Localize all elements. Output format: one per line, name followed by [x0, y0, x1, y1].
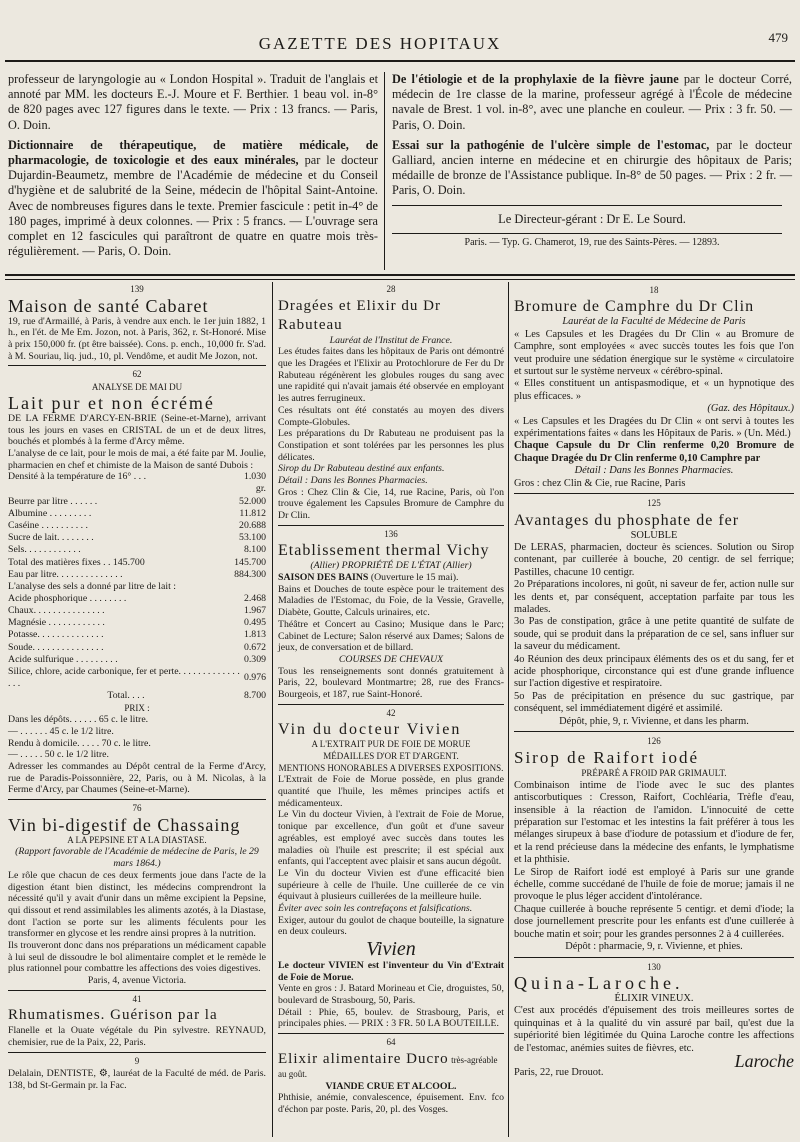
- ad-body: L'Extrait de Foie de Morue possède, en plus grande quantité que l'huile, les mêmes principes actifs et médicamenteux.: [278, 774, 504, 809]
- top-column-divider: [384, 72, 385, 270]
- table-row: Sucre de lait. . . . . . . . 53.100: [8, 532, 266, 544]
- running-head: GAZETTE DES HOPITAUX: [258, 34, 502, 53]
- ad-body: Le rôle que chacun de ces deux ferments joue dans l'acte de la digestion étant bien distinct, les médecins comprendront la nécessité qu'il y avait d'unir dans un même excipient la Pepsine, qui dissout et rend assimilables les aliments azotés, à la Diastase, dont l'action se porte sur les aliments féculents pour les transformer en glycose et les rendre ainsi propres à la nutrition.: [8, 869, 266, 940]
- prix-line: — . . . . . . 45 c. le 1/2 litre.: [8, 725, 114, 737]
- ads-top-rule: [5, 274, 795, 276]
- top-right-column: [392, 72, 792, 248]
- ad-body: Bains et Douches de toute espèce pour le traitement des Maladies de l'Estomac, du Foie, de la Vessie, Gravelle, Diabète, Goutte, Calculs urinaires, etc.: [278, 583, 504, 619]
- ad-body: Adresser les commandes au Dépôt central de la Ferme d'Arcy, rue de Paradis-Poissonnière, 22, Paris, ou à M. Nicolas, à la Ferme d'Arcy, par Chaumes (Seine-et-Marne).: [8, 761, 266, 796]
- ad-title: Lait pur et non écrémé: [8, 392, 215, 413]
- book-notice-laryngology: professeur de laryngologie au « London Hospital ». Traduit de l'anglais et annoté par MM. les docteurs E.-J. Moure et F. Berthier. 1 beau vol. in-8° de 820 pages avec 127 figures dans le texte. — Prix : 13 francs. — Paris, O. Doin.: [8, 72, 378, 132]
- ad-number: 9: [134, 1055, 140, 1066]
- gerant-rule: [392, 205, 782, 206]
- ad-body: Vente en gros : J. Batard Morineau et Cie, droguistes, 50, boulevard de Strasbourg, 50, Paris.: [278, 983, 504, 1007]
- ad-subtitle: Lauréat de l'Institut de France.: [329, 334, 453, 346]
- ad-address: Paris, 4, avenue Victoria.: [87, 975, 187, 987]
- table-row: Silice, chlore, acide carbonique, fer et perte. . . . . . . . . . . . . . . . 0.976: [8, 665, 266, 690]
- ad-number: 139: [130, 284, 144, 294]
- ad-expo: MENTIONS HONORABLES A DIVERSES EXPOSITIONS.: [278, 762, 504, 773]
- dictionary-body: par le docteur Dujardin-Beaumetz, membre de l'Académie de médecine et du Conseil d'hygiène et de salubrité de la Seine, médecin de l'hôpital Saint-Antoine. Avec de nombreuses figures dans le texte. Premier fascicule : petit in-4° de 180 pages, imprimé à deux colonnes. — Prix : 5 francs. — L'ouvrage sera complet en 12 fascicules qui paraîtront de quatre en quatre mois très-régulièrement. — Paris, O. Doin.: [8, 153, 378, 259]
- table-row: Caséine . . . . . . . . . . 20.688: [8, 520, 266, 532]
- ad-title: Vin du docteur Vivien: [278, 721, 462, 739]
- ad-maison-cabaret: [8, 297, 266, 363]
- vichy-ouverture: (Ouverture le 15 mai).: [370, 572, 459, 584]
- ad-medals: MÉDAILLES D'OR ET D'ARGENT.: [323, 751, 459, 761]
- ad-number: 64: [386, 1037, 396, 1048]
- ad-body: Combinaison intime de l'iode avec le suc des plantes antiscorbutiques : Cresson, Raifort, Cochléaria, Trèfle d'eau, insensible à la réaction de l'amidon. L'innocuité de cette préparation sur l'estomac et les intestins la fait préférer à tous les mélanges sirupeux à base d'iodure de potassium et d'iodure de fer, et la rend précieuse dans la médecine des enfants, le lymphatisme et la phthisie.: [514, 779, 794, 866]
- table-row: Acide phosphorique . . . . . . . . 2.468: [8, 592, 266, 604]
- ad-body: Éviter avec soin les contrefaçons et falsifications.: [278, 902, 473, 914]
- ad-rabuteau: [278, 297, 504, 522]
- value: 1.030: [243, 471, 266, 483]
- table-row: Potasse. . . . . . . . . . . . . . 1.813: [8, 629, 266, 641]
- ad-bromure-clin: [514, 297, 794, 490]
- list-item: 3o Pas de constipation, grâce à une petite quantité de sulfate de soude, qui se produit dans la préparation de ce sel, sans influer sur la saveur du médicament.: [514, 616, 794, 653]
- ad-body: Le Vin du docteur Vivien est d'une efficacité bien supérieure à celle de l'huile. Une cuillerée de ce vin équivaut à plusieurs cuillerées de la meilleure huile.: [278, 867, 504, 903]
- ad-citation: (Gaz. des Hôpitaux.): [707, 403, 794, 415]
- ad-rhumatismes: [8, 1006, 266, 1048]
- ad-body: Détail : Phie, 65, boulev. de Strasbourg, Paris, et principales phies. — PRIX : 3 FR. 50 LA BOUTEILLE.: [278, 1006, 504, 1030]
- ad-number: 76: [132, 803, 142, 814]
- ad-body: Phthisie, anémie, convalescence, épuisement. Env. fco d'échon par poste. Paris, 20, pl. des Vosges.: [278, 1092, 504, 1115]
- ad-delalain: Delalain, DENTISTE, ⚙, lauréat de la Faculté de méd. de Paris. 138, bd St-Germain pr. la Fac.: [8, 1068, 266, 1092]
- ulcere-body: par le docteur Galliard, ancien interne en médecine et en chirurgie des hôpitaux de Paris; médaille de bronze de l'Assistance publique. In-8° de 50 pages. — Prix : 2 fr. — Paris, O. Doin.: [392, 137, 792, 198]
- fievre-title: De l'étiologie et de la prophylaxie de la fièvre jaune: [392, 72, 679, 86]
- ad-body: Ils trouveront donc dans nos préparations un médicament capable à lui seul de dissoudre le bol alimentaire complet et le remède le plus rationnel pour combattre les affections des voies digestives.: [8, 939, 266, 975]
- ad-body: Détail : Dans les Bonnes Pharmacies.: [278, 474, 428, 486]
- ad-body: Les préparations du Dr Rabuteau ne produisent pas la Constipation et sont tolérées par les personnes les plus délicates.: [278, 428, 504, 463]
- ad-title: Dragées et Elixir du Dr Rabuteau: [278, 297, 441, 333]
- ad-subtitle: ÉLIXIR VINEUX.: [614, 992, 694, 1004]
- ad-body: Théâtre et Concert au Casino; Musique dans le Parc; Cabinet de Lecture; Salon réservé aux Dames; Salons de jeux, de conversation et de billard.: [278, 618, 504, 654]
- ad-subtitle: A L'EXTRAIT PUR DE FOIE DE MORUE: [311, 739, 471, 750]
- salts-table: [8, 593, 266, 703]
- ad-title: Rhumatismes. Guérison par la: [8, 1007, 218, 1024]
- ad-body: 19, rue d'Armaillé, à Paris, à vendre aux ench. le 1er juin 1882, 1 h., en l'ét. de Me Em. Jozon, not. à Paris, 362, r. St-Honoré. Mise à prix 150,000 fr. (pt être baissée). Cons. p. ench., 10,000 fr. S'ad. à M. Souriau, liq. jud., 10, pl. Vendôme, et audit Me Jozon, not.: [8, 315, 266, 362]
- ad-body: Sirop du Dr Rabuteau destiné aux enfants.: [278, 463, 445, 475]
- ad-body: De LERAS, pharmacien, docteur ès sciences. Solution ou Sirop contenant, par cuillerée à bouche, 20 centigr. de sel ferrique; Pastilles, chacune 10 centigr.: [514, 541, 794, 578]
- page-number: 479: [768, 30, 788, 45]
- ad-body: « Les Capsules et les Dragées du Dr Clin « ont servi à toutes les expérimentations faites « dans les Hôpitaux de Paris. » (Un. Méd.): [514, 415, 794, 440]
- ad-title: Etablissement thermal Vichy: [278, 542, 490, 560]
- ad-title: Maison de santé Cabaret: [8, 295, 209, 316]
- ad-title: Avantages du phosphate de fer: [514, 511, 740, 529]
- ad-subtitle: (Allier) PROPRIÉTÉ DE L'ÉTAT (Allier): [310, 560, 472, 572]
- table-row: Eau par litre. . . . . . . . . . . . . . 884.300: [8, 568, 266, 580]
- table-row: Chaux. . . . . . . . . . . . . . . 1.967: [8, 604, 266, 616]
- ad-body: Chaque Capsule du Dr Clin renferme 0,20 Bromure de Chaque Dragée du Dr Clin renferme 0,10 Camphre par: [514, 440, 794, 464]
- ad-body: Ces résultats ont été constatés au moyen des divers Compte-Globules.: [278, 404, 504, 428]
- ad-number: 136: [384, 528, 398, 539]
- list-item: 2o Préparations incolores, ni goût, ni saveur de fer, action nulle sur les dents et, par conséquent, acceptation parfaite par tous les malades.: [514, 579, 794, 615]
- vichy-saison: SAISON DES BAINS: [278, 572, 369, 584]
- ad-tag: très-agréable au goût.: [278, 1054, 498, 1079]
- signature-laroche: Laroche: [734, 1050, 794, 1071]
- ad-number: 41: [132, 993, 142, 1004]
- ad-depot: Dépôt, phie, 9, r. Vivienne, et dans les pharm.: [559, 715, 749, 727]
- dictionary-title: Dictionnaire de thérapeutique, de matière médicale, de pharmacologie, de toxicologie et des eaux minérales,: [8, 137, 378, 168]
- prix-line: Dans les dépôts. . . . . . 65 c. le litre.: [8, 714, 149, 726]
- table-row: Albumine . . . . . . . . . 11.812: [8, 507, 266, 519]
- ad-number: 18: [649, 285, 659, 295]
- ad-depot: Dépôt : pharmacie, 9, r. Vivienne, et phies.: [565, 941, 743, 953]
- ad-vichy: [278, 541, 504, 700]
- prix-line: — . . . . . 50 c. le 1/2 litre.: [8, 749, 109, 761]
- ad-detail: Détail : Dans les Bonnes Pharmacies.: [574, 465, 734, 477]
- ads-divider-1: [272, 282, 273, 1137]
- ad-body: Le Sirop de Raifort iodé est employé à Paris sur une grande échelle, comme succédané de l'huile de foie de morue; jamais il ne provoque le plus léger accident d'intolérance.: [514, 866, 794, 903]
- imprint: Paris. — Typ. G. Chamerot, 19, rue des Saints-Pères. — 12893.: [464, 236, 720, 248]
- ad-body: Le Vin du docteur Vivien, à l'extrait de Foie de Morue, tonique par excellence, d'un goût et d'une saveur agréables, est employé avec succès dans toutes les maladies où l'huile est prescrite; il est spécial aux enfants, qui l'acceptent avec plaisir et sans aucun dégoût.: [278, 809, 504, 868]
- ad-body: Exiger, autour du goulot de chaque bouteille, la signature en deux couleurs.: [278, 914, 504, 938]
- table-row: Total. . . . 8.700: [107, 690, 266, 702]
- ad-body: DE LA FERME D'ARCY-EN-BRIE (Seine-et-Marne), arrivant tous les jours en vases en CRISTAL de un et de deux litres, bouchés et plombés à la ferme d'Arcy même.: [8, 412, 266, 448]
- ad-ducro: [278, 1050, 504, 1116]
- ad-number: 126: [647, 736, 661, 746]
- analyse-head: ANALYSE DE MAI DU: [91, 382, 183, 393]
- ad-title: Sirop de Raifort iodé: [514, 748, 700, 768]
- book-notice-fievre-jaune: [392, 72, 792, 133]
- ads-top-rule-2: [5, 279, 795, 280]
- ads-column-1: [8, 283, 266, 1092]
- ad-subtitle: COURSES DE CHEVAUX: [338, 653, 444, 665]
- prix-line: Rendu à domicile. . . . . 70 c. le litre.: [8, 737, 151, 749]
- book-notice-ulcere: [392, 138, 792, 199]
- ad-body: « Elles constituent un antispasmodique, et « un hypnotique des plus efficaces. »: [514, 378, 794, 402]
- ad-number: 130: [647, 961, 661, 972]
- ad-body: « Les Capsules et les Dragées du Dr Clin « au Bromure de Camphre, sont employées « avec succès toutes les fois que l'on veut produire une sédation énergique sur le système « circulatoire et surtout sur le système nerveux « cérébro-spinal.: [514, 328, 794, 378]
- ad-vivien: [278, 720, 504, 1030]
- ad-number: 125: [647, 498, 661, 509]
- ad-title: Elixir alimentaire Ducro: [278, 1050, 449, 1067]
- list-item: 4o Réunion des deux principaux éléments des os et du sang, fer et acide phosphorique, circonstance qui est d'une grande influence sur l'action digestive et respiratoire.: [514, 653, 794, 690]
- fievre-body: par le docteur Corré, médecin de 1re classe de la marine, professeur agrégé à l'École de médecine navale de Brest. 1 vol. in-8°, avec une planche en couleur. — Prix : 3 fr. 50. — Paris, O. Doin.: [392, 72, 792, 132]
- ad-phosphate-fer: [514, 511, 794, 729]
- header-rule: [5, 60, 795, 62]
- prix-head: PRIX :: [124, 702, 150, 713]
- ad-subtitle: SOLUBLE: [630, 529, 678, 541]
- ad-number: 42: [386, 707, 396, 718]
- signature-vivien: Vivien: [366, 938, 416, 960]
- ad-report: (Rapport favorable de l'Académie de médecine de Paris, le 29 mars 1864.): [15, 846, 259, 870]
- imprint-rule: [392, 233, 782, 234]
- ad-body: L'analyse des sels a donné par litre de lait :: [8, 581, 176, 593]
- ad-title: Bromure de Camphre du Dr Clin: [514, 298, 755, 316]
- ad-body: Gros : Chez Clin & Cie, 14, rue Racine, Paris, où l'on trouve également les Capsules Bromure de Camphre du Dr Clin.: [278, 486, 504, 521]
- book-notice-dictionary: [8, 138, 378, 260]
- list-item: 5o Pas de précipitation en présence du suc gastrique, par conséquent, sel immédiatement digéré et assimilé.: [514, 690, 794, 715]
- ad-subtitle: PRÉPARÉ A FROID PAR GRIMAULT.: [581, 768, 727, 779]
- ad-body: C'est aux procédés d'épuisement des trois meilleures sortes de quinquinas et à la qualité du vin assuré par bail, qu'est due la supériorité bien légitimée du Quina Laroche contre les affections de l'estomac, anémies suites de fièvres, etc.: [514, 1005, 794, 1054]
- directeur-gerant: Le Directeur-gérant : Dr E. Le Sourd.: [498, 211, 686, 226]
- top-left-column: [8, 72, 378, 264]
- ad-vin-chassaing: [8, 816, 266, 987]
- ulcere-title: Essai sur la pathogénie de l'ulcère simple de l'estomac,: [392, 137, 710, 152]
- label: Densité à la température de 16° . . .: [8, 471, 147, 483]
- ad-address: Paris, 22, rue Drouot.: [514, 1067, 604, 1079]
- ad-title: Quina-Laroche.: [514, 972, 684, 993]
- ad-sirop-raifort: [514, 748, 794, 953]
- ad-title: Vin bi-digestif de Chassaing: [8, 814, 241, 835]
- ad-number: 28: [386, 284, 396, 294]
- ad-body: Chaque cuillerée à bouche représente 5 centigr. et demi d'iode; la dose journellement prescrite pour les enfants est d'une cuillerée à bouche matin et soir; pour les grandes personnes 2 à 4 cuillerées.: [514, 903, 794, 940]
- table-row: Total des matières fixes . . 145.700 145.700: [8, 556, 266, 568]
- ad-gros: Gros : chez Clin & Cie, rue Racine, Paris: [514, 477, 686, 489]
- table-row: Soude. . . . . . . . . . . . . . . 0.672: [8, 641, 266, 653]
- ad-body: Flanelle et la Ouate végétale du Pin sylvestre. REYNAUD, chemisier, rue de la Paix, 22, Paris.: [8, 1025, 266, 1049]
- ad-number: 62: [132, 369, 142, 380]
- unit: gr.: [255, 483, 266, 495]
- analysis-table: [8, 471, 266, 581]
- ads-column-2: [278, 283, 504, 1116]
- table-row: Sels. . . . . . . . . . . . 8.100: [8, 544, 266, 556]
- ads-column-3: [514, 283, 794, 1080]
- ad-subtitle: A LA PEPSINE ET A LA DIASTASE.: [67, 834, 207, 845]
- ad-subtitle: Lauréat de la Faculté de Médecine de Paris: [562, 316, 746, 328]
- ad-body: Le docteur VIVIEN est l'inventeur du Vin d'Extrait de Foie de Morue.: [278, 960, 504, 983]
- ad-quina-laroche: [514, 974, 794, 1080]
- ad-lait-arcy: [8, 382, 266, 796]
- table-row: Magnésie . . . . . . . . . . . . 0.495: [8, 617, 266, 629]
- table-row: Beurre par litre . . . . . . 52.000: [8, 495, 266, 507]
- ad-subtitle: VIANDE CRUE ET ALCOOL.: [325, 1080, 457, 1092]
- table-row: Acide sulfurique . . . . . . . . . 0.309: [8, 653, 266, 665]
- ad-body: Les études faites dans les hôpitaux de Paris ont démontré que les Dragées et l'Elixir au Protochlorure de Fer du Dr Rabuteau régénèrent les globules rouges du sang avec une rapidité qui n'avait jamais été observée en employant les autres ferrugineux.: [278, 346, 504, 405]
- ads-divider-2: [508, 282, 509, 1137]
- ad-body: Tous les renseignements sont donnés gratuitement à Paris, 22, boulevard Montmartre; 28, rue des Francs-Bourgeois, et 187, rue Saint-Honoré.: [278, 665, 504, 700]
- ad-body: L'analyse de ce lait, pour le mois de mai, a été faite par M. Joulie, pharmacien en chef et chimiste de la Maison de santé Dubois :: [8, 447, 266, 471]
